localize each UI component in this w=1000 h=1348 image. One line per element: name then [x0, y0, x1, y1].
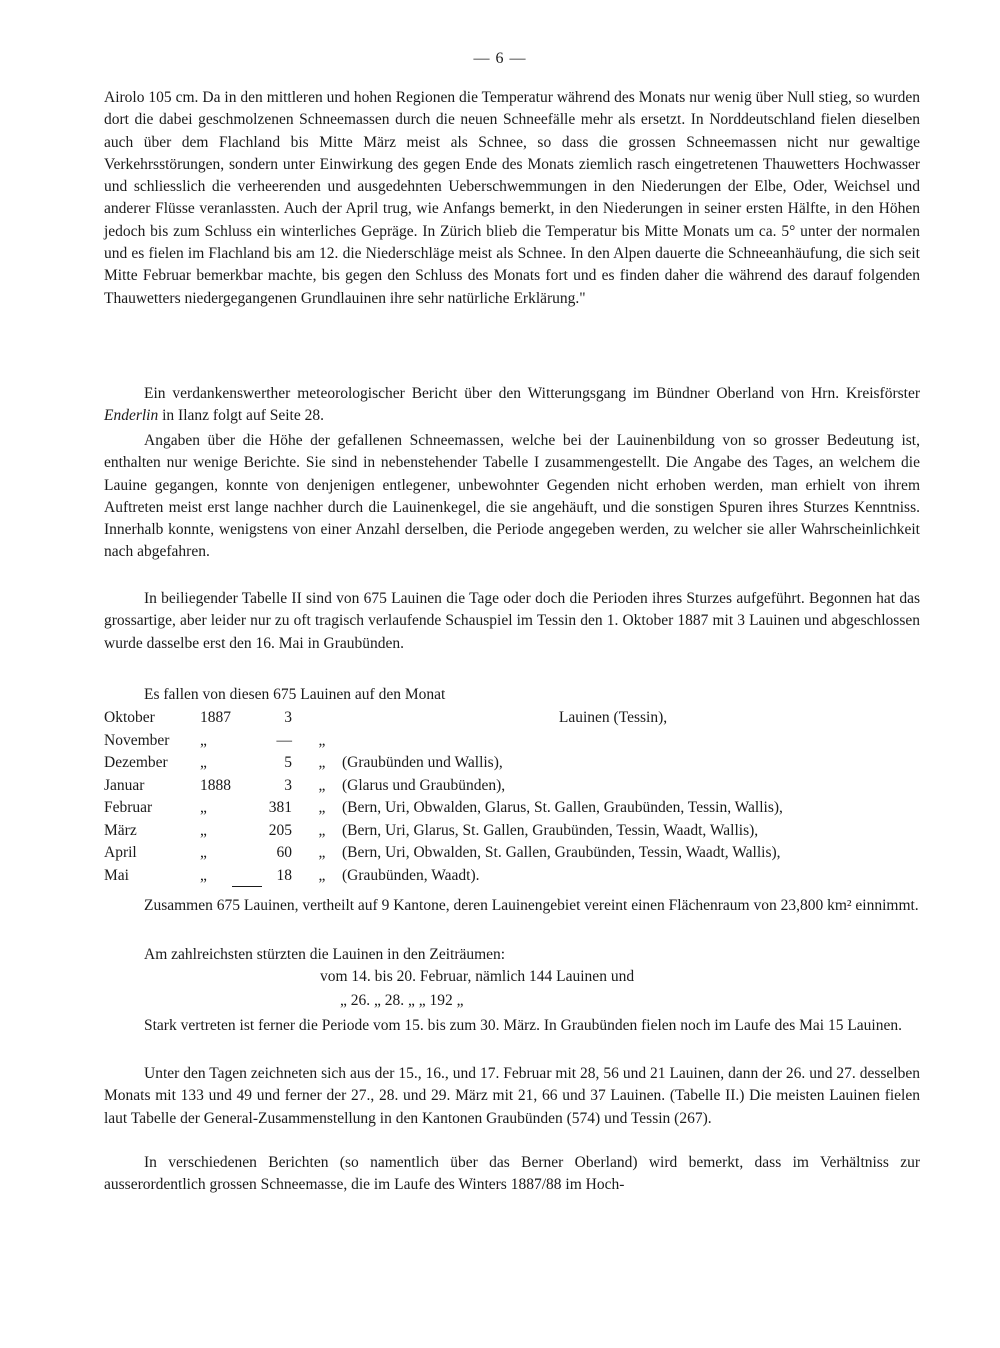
- author-name: Enderlin: [104, 407, 159, 425]
- month-cell: Oktober: [104, 709, 155, 726]
- cantons-label: (Tessin),: [613, 709, 668, 726]
- table-row: [104, 797, 924, 820]
- month-cell: Dezember: [104, 754, 168, 771]
- period-line-second: „ 26. „ 28. „ „ 192 „: [340, 992, 464, 1009]
- year-cell: „: [200, 821, 207, 839]
- table-row: [104, 842, 924, 865]
- month-cell: Februar: [104, 799, 153, 816]
- count-cell: 18: [276, 866, 292, 884]
- table-row: [104, 707, 924, 730]
- paragraph-march-period: [104, 1015, 920, 1037]
- page-number: — 6 —: [473, 50, 527, 67]
- unit-cell: [302, 707, 924, 730]
- cantons-cell: (Bern, Uri, Obwalden, Glarus, St. Gallen, Graubünden, Tessin, Wallis),: [342, 799, 783, 816]
- count-cell: 381: [268, 799, 292, 816]
- cantons-cell: (Bern, Uri, Obwalden, St. Gallen, Graubünden, Tessin, Waadt, Wallis),: [342, 844, 781, 861]
- unit-cell: „: [318, 866, 326, 884]
- year-cell: „: [200, 731, 207, 749]
- paragraph-weather-march-april: [104, 87, 920, 310]
- month-cell: März: [104, 821, 137, 839]
- month-cell: Mai: [104, 866, 129, 884]
- cantons-cell: (Glarus und Graubünden),: [342, 776, 506, 794]
- table-row: [104, 820, 924, 843]
- unit-cell: „: [318, 821, 326, 839]
- year-cell: „: [200, 799, 207, 816]
- paragraph-berner-oberland: [104, 1152, 920, 1197]
- year-cell: „: [200, 866, 207, 884]
- paragraph-months-intro: [104, 684, 920, 706]
- cantons-cell: [342, 730, 924, 753]
- paragraph-text: Unter den Tagen zeichneten sich aus der 15., 16., und 17. Februar mit 28, 56 und 21 Lauinen, dann der 26. und 27. desselben Monats mit 133 und 49 und ferner der 27., 28. und 29. März mit 21, 66 und 37 Lauinen. (Tabelle II.) Die meisten Lauinen fielen laut Tabelle der General-Zusammenstellung in den Kantonen Graubünden (574) und Tessin (267).: [104, 1065, 920, 1127]
- paragraph-text: Airolo 105 cm. Da in den mittleren und hohen Regionen die Temperatur während des Monats nur wenig über Null stieg, so wurden dort die dabei geschmolzenen Schneemassen durch die neuen Schneefälle mehr als ersetzt. In Norddeutschland fielen dieselben auch über dem Flachland bis Mitte März meist als Schnee, so dass die grossen Schneemassen nicht nur gewaltige Verkehrsstörungen, sondern unter Einwirkung des gegen Ende des Monats ziemlich rasch eingetretenen Thauwetters Hochwasser und schliesslich die verheerenden und ausgedehnten Ueberschwemmungen in den Niederungen der Elbe, Oder, Weichsel und anderer Flüsse veranlassten. Auch der April trug, wie Anfangs bemerkt, in den Niederungen in seiner ersten Hälfte, in den Höhen jedoch bis zum Schluss ein winterliches Gepräge. In Zürich blieb die Temperatur bis Mitte Monats um ca. 5° unter der normalen und es fielen im Flachland bis am 12. die Niederschläge meist als Schnee. In den Alpen dauerte die Schneeanhäufung, die sich seit Mitte Februar bemerkbar machte, bis gegen den Schluss des Monats fort und es finden daher die während des darauf folgenden Thauwetters niedergegangenen Grundlauinen ihre sehr natürliche Erklärung.": [104, 89, 920, 307]
- month-cell: April: [104, 844, 137, 861]
- table-row: [104, 775, 924, 798]
- unit-label: Lauinen: [558, 709, 610, 726]
- paragraph-text: In verschiedenen Berichten (so namentlich über das Berner Oberland) wird bemerkt, dass im Verhältniss zur ausserordentlich grossen Schneemasse, die im Laufe des Winters 1887/88 im Hoch-: [104, 1154, 920, 1194]
- period-line-first: vom 14. bis 20. Februar, nämlich 144 Lauinen und: [320, 968, 635, 985]
- paragraph-text-part: Ein verdankenswerther meteorologischer Bericht über den Witterungsgang im Bündner Oberland von Hrn. Kreisförster: [144, 385, 920, 402]
- paragraph-text: [104, 383, 920, 428]
- paragraph-table-ii: [104, 588, 920, 655]
- table-row: [104, 752, 924, 775]
- count-cell: 3: [284, 709, 292, 726]
- paragraph-text-part: in Ilanz folgt auf Seite 28.: [158, 407, 324, 425]
- sum-rule-line: [232, 886, 262, 887]
- count-cell: 60: [276, 844, 292, 861]
- paragraph-notable-days: [104, 1063, 920, 1130]
- paragraph-text: Es fallen von diesen 675 Lauinen auf den Monat: [144, 686, 446, 703]
- count-cell: —: [276, 731, 292, 749]
- month-cell: November: [104, 731, 170, 749]
- count-cell: 3: [284, 776, 292, 794]
- cantons-cell: (Graubünden, Waadt).: [342, 866, 480, 884]
- paragraph-snow-heights: [104, 430, 920, 564]
- unit-cell: „: [318, 844, 326, 861]
- table-row: [104, 865, 924, 888]
- paragraph-text: Angaben über die Höhe der gefallenen Schneemassen, welche bei der Lauinenbildung von so grosser Bedeutung ist, enthalten nur wenige Berichte. Sie sind in nebenstehender Tabelle I zusammengestellt. Die Angabe des Tages, an welchem die Lauine gegangen, konnte von denjenigen entlegener, unbewohnter Gegenden nicht erhoben werden, man erhielt von ihrem Auftreten meist erst lange nachher durch die Lauinenkegel, die sie angehäuft, und die sonstigen Spuren ihres Sturzes Kenntniss. Innerhalb konnte, wenigstens von einer Anzahl derselben, die Periode angegeben werden, zu welcher sie aller Wahrscheinlichkeit nach abgefahren.: [104, 432, 920, 561]
- year-cell: 1887: [200, 709, 231, 726]
- paragraph-text: Stark vertreten ist ferner die Periode vom 15. bis zum 30. März. In Graubünden fielen noch im Laufe des Mai 15 Lauinen.: [144, 1017, 902, 1034]
- paragraph-text: Zusammen 675 Lauinen, vertheilt auf 9 Kantone, deren Lauinengebiet vereint einen Flächenraum von 23,800 km² einnimmt.: [144, 897, 919, 914]
- unit-cell: „: [318, 754, 326, 771]
- count-cell: 5: [284, 754, 292, 771]
- unit-cell: „: [318, 776, 326, 794]
- year-cell: „: [200, 754, 207, 771]
- avalanche-months-table: [104, 707, 924, 887]
- paragraph-total: [104, 895, 920, 917]
- cantons-cell: (Bern, Uri, Glarus, St. Gallen, Graubünden, Tessin, Waadt, Wallis),: [342, 821, 759, 839]
- paragraph-text: In beiliegender Tabelle II sind von 675 Lauinen die Tage oder doch die Perioden ihres Sturzes aufgeführt. Begonnen hat das grossartige, aber leider nur zu oft tragisch verlaufende Schauspiel im Tessin den 1. Oktober 1887 mit 3 Lauinen und abgeschlossen wurde dasselbe erst den 16. Mai in Graubünden.: [104, 590, 920, 652]
- paragraph-periods-intro: [104, 944, 920, 966]
- cantons-cell: (Graubünden und Wallis),: [342, 754, 503, 771]
- months-table-body: [104, 707, 924, 887]
- paragraph-report-reference: [104, 383, 920, 428]
- year-cell: „: [200, 844, 207, 861]
- count-cell: 205: [268, 821, 292, 839]
- paragraph-text: Am zahlreichsten stürzten die Lauinen in den Zeiträumen:: [144, 946, 506, 963]
- unit-cell: „: [318, 731, 326, 749]
- month-cell: Januar: [104, 776, 145, 794]
- unit-cell: „: [318, 799, 326, 816]
- year-cell: 1888: [200, 776, 231, 794]
- table-row: [104, 730, 924, 753]
